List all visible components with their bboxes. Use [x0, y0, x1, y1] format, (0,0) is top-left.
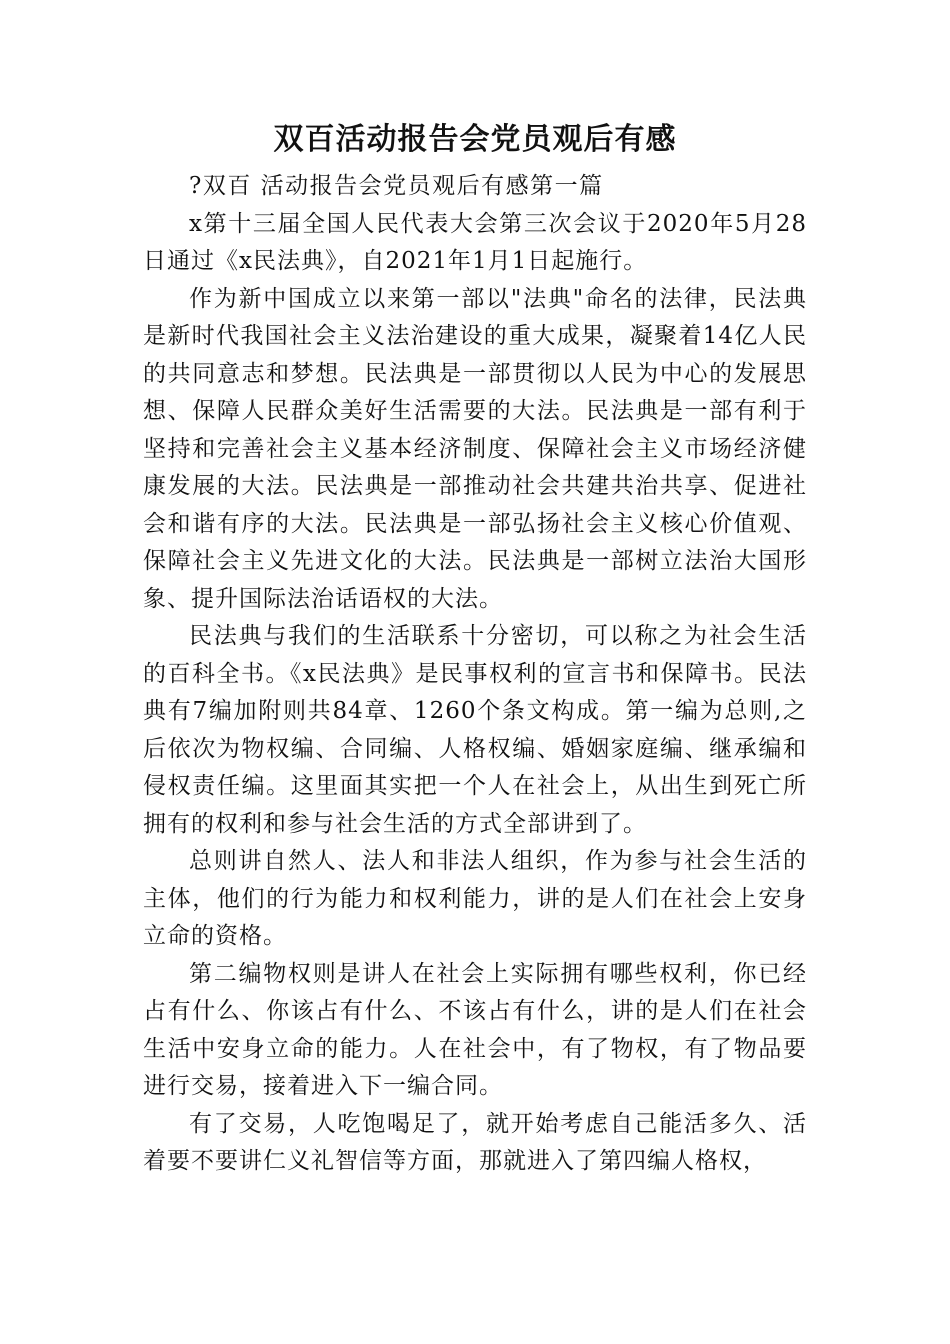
- document-title: 双百活动报告会党员观后有感: [273, 122, 677, 157]
- section-heading: ?双百 活动报告会党员观后有感第一篇: [189, 173, 604, 199]
- paragraph-3: 民法典与我们的生活联系十分密切，可以称之为社会生活的百科全书。《x民法典》是民事权利的宣言书和保障书。民法典有7编加附则共84章、1260个条文构成。第一编为总则,之后依次为物权编、合同编、人格权编、婚姻家庭编、继承编和侵权责任编。这里面其实把一个人在社会上，从出生到死亡所拥有的权利和参与社会生活的方式全部讲到了。: [143, 623, 807, 837]
- document-page: [143, 118, 807, 1181]
- paragraph-4: 总则讲自然人、法人和非法人组织，作为参与社会生活的主体，他们的行为能力和权利能力，讲的是人们在社会上安身立命的资格。: [143, 848, 807, 949]
- paragraph-1: x第十三届全国人民代表大会第三次会议于2020年5月28日通过《x民法典》，自2021年1月1日起施行。: [143, 210, 807, 274]
- paragraph-5: 第二编物权则是讲人在社会上实际拥有哪些权利，你已经占有什么、你该占有什么、不该占有什么，讲的是人们在社会生活中安身立命的能力。人在社会中，有了物权，有了物品要进行交易，接着进入下一编合同。: [143, 960, 807, 1099]
- paragraph-6: 有了交易，人吃饱喝足了，就开始考虑自己能活多久、活着要不要讲仁义礼智信等方面，那就进入了第四编人格权，: [143, 1110, 807, 1174]
- paragraph-2: 作为新中国成立以来第一部以"法典"命名的法律，民法典是新时代我国社会主义法治建设的重大成果，凝聚着14亿人民的共同意志和梦想。民法典是一部贯彻以人民为中心的发展思想、保障人民群众美好生活需要的大法。民法典是一部有利于坚持和完善社会主义基本经济制度、保障社会主义市场经济健康发展的大法。民法典是一部推动社会共建共治共享、促进社会和谐有序的大法。民法典是一部弘扬社会主义核心价值观、保障社会主义先进文化的大法。民法典是一部树立法治大国形象、提升国际法治话语权的大法。: [143, 285, 807, 612]
